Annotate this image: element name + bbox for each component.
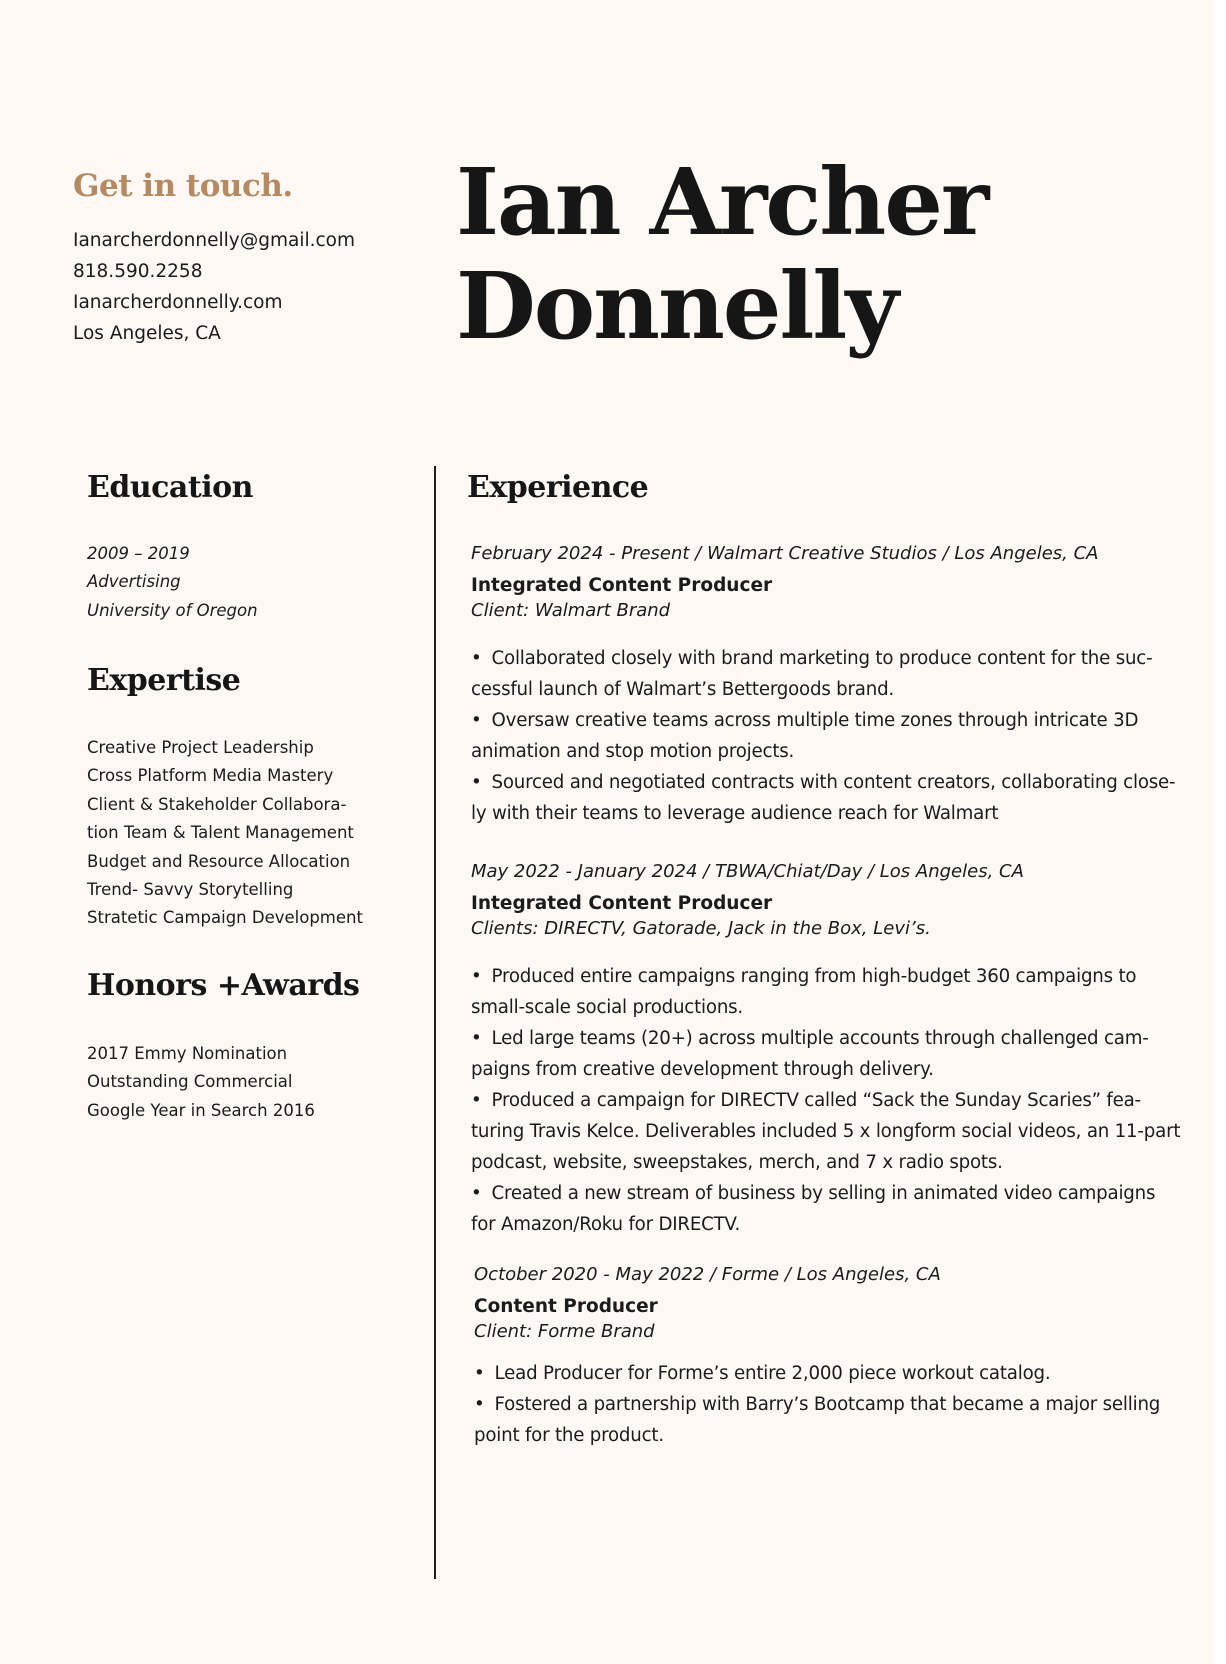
experience-heading: Experience xyxy=(467,470,649,505)
person-name xyxy=(456,150,987,358)
bullet-item xyxy=(471,961,1161,1023)
bullet-text: paigns from creative development through delivery. xyxy=(471,1059,934,1080)
bullet-text: turing Travis Kelce. Deliverables included 5 x longform social videos, an 11-part xyxy=(471,1121,1181,1142)
bullet-item xyxy=(474,1358,1164,1389)
bullet-item xyxy=(471,643,1161,705)
job-bullets xyxy=(471,961,1181,1240)
bullet-text: small-scale social productions. xyxy=(471,997,744,1018)
job-bullets xyxy=(474,1358,1164,1451)
job-meta: May 2022 - January 2024 / TBWA/Chiat/Day / Los Angeles, CA xyxy=(471,861,1024,882)
education-school: University of Oregon xyxy=(87,600,258,620)
bullet-text: point for the product. xyxy=(474,1425,664,1446)
bullet-item xyxy=(471,1085,1181,1178)
bullet-text: podcast, website, sweepstakes, merch, and 7 x radio spots. xyxy=(471,1152,1003,1173)
honors-list xyxy=(87,1040,315,1125)
bullet-text: for Amazon/Roku for DIRECTV. xyxy=(471,1214,741,1235)
contact-location: Los Angeles, CA xyxy=(73,323,221,344)
job-title: Integrated Content Producer xyxy=(471,893,773,914)
bullet-dot: • xyxy=(471,1183,482,1204)
job-meta: February 2024 - Present / Walmart Creative Studios / Los Angeles, CA xyxy=(471,543,1099,564)
job-title: Integrated Content Producer xyxy=(471,575,773,596)
bullet-dot: • xyxy=(471,772,482,793)
bullet-text: Collaborated closely with brand marketing to produce content for the suc- xyxy=(491,648,1153,669)
bullet-item xyxy=(474,1389,1164,1451)
contact-website[interactable]: Ianarcherdonnelly.com xyxy=(73,292,283,313)
job-bullets xyxy=(471,643,1176,829)
expertise-heading: Expertise xyxy=(87,663,241,698)
job-entry-walmart xyxy=(471,541,1176,829)
bullet-text: Sourced and negotiated contracts with content creators, collaborating close- xyxy=(491,772,1176,793)
job-entry-forme xyxy=(474,1262,1164,1451)
education-heading: Education xyxy=(87,470,253,505)
bullet-dot: • xyxy=(471,648,482,669)
bullet-dot: • xyxy=(474,1394,485,1415)
expertise-item: Stratetic Campaign Development xyxy=(87,908,363,928)
bullet-text: Lead Producer for Forme’s entire 2,000 piece workout catalog. xyxy=(494,1363,1051,1384)
honors-item: 2017 Emmy Nomination xyxy=(87,1044,288,1063)
bullet-text: Fostered a partnership with Barry’s Bootcamp that became a major selling xyxy=(494,1394,1161,1415)
bullet-dot: • xyxy=(474,1363,485,1384)
bullet-text: animation and stop motion projects. xyxy=(471,741,795,762)
bullet-text: Led large teams (20+) across multiple accounts through challenged cam- xyxy=(491,1028,1149,1049)
bullet-dot: • xyxy=(471,966,482,987)
honors-heading: Honors +Awards xyxy=(87,968,360,1003)
honors-item: Outstanding Commercial xyxy=(87,1072,293,1092)
bullet-dot: • xyxy=(471,1090,482,1111)
contact-email[interactable]: Ianarcherdonnelly@gmail.com xyxy=(73,230,356,251)
education-details xyxy=(87,540,258,625)
job-entry-tbwa xyxy=(471,859,1181,1240)
contact-heading: Get in touch. xyxy=(73,168,293,204)
expertise-list xyxy=(87,734,363,933)
contact-phone[interactable]: 818.590.2258 xyxy=(73,261,203,282)
job-client: Clients: DIRECTV, Gatorade, Jack in the Box, Levi’s. xyxy=(471,918,931,939)
bullet-item xyxy=(471,1023,1161,1085)
expertise-item: Trend- Savvy Storytelling xyxy=(87,880,294,900)
expertise-item: tion Team & Talent Management xyxy=(87,823,354,843)
job-client: Client: Forme Brand xyxy=(474,1321,655,1342)
bullet-text: Produced a campaign for DIRECTV called “Sack the Sunday Scaries” fea- xyxy=(491,1090,1141,1111)
expertise-item: Creative Project Leadership xyxy=(87,738,314,757)
bullet-dot: • xyxy=(471,710,482,731)
job-client: Client: Walmart Brand xyxy=(471,600,671,621)
bullet-text: Oversaw creative teams across multiple time zones through intricate 3D xyxy=(491,710,1139,731)
education-field: Advertising xyxy=(87,572,181,592)
name-line-2: Donnelly xyxy=(456,252,897,360)
job-title: Content Producer xyxy=(474,1296,658,1317)
bullet-dot: • xyxy=(471,1028,482,1049)
job-meta: October 2020 - May 2022 / Forme / Los Angeles, CA xyxy=(474,1264,941,1285)
expertise-item: Cross Platform Media Mastery xyxy=(87,766,334,786)
honors-item: Google Year in Search 2016 xyxy=(87,1100,315,1120)
expertise-item: Budget and Resource Allocation xyxy=(87,851,351,871)
name-line-1: Ian Archer xyxy=(456,148,988,256)
education-years: 2009 – 2019 xyxy=(87,544,190,563)
bullet-item xyxy=(471,705,1161,767)
bullet-text: Created a new stream of business by selling in animated video campaigns xyxy=(491,1183,1156,1204)
bullet-text: cessful launch of Walmart’s Bettergoods brand. xyxy=(471,679,895,700)
contact-info xyxy=(73,225,355,349)
expertise-item: Client & Stakeholder Collabora- xyxy=(87,794,347,814)
bullet-text: Produced entire campaigns ranging from high-budget 360 campaigns to xyxy=(491,966,1137,987)
bullet-text: ly with their teams to leverage audience reach for Walmart xyxy=(471,803,999,824)
bullet-item xyxy=(471,767,1176,829)
column-divider xyxy=(434,466,436,1579)
bullet-item xyxy=(471,1178,1161,1240)
